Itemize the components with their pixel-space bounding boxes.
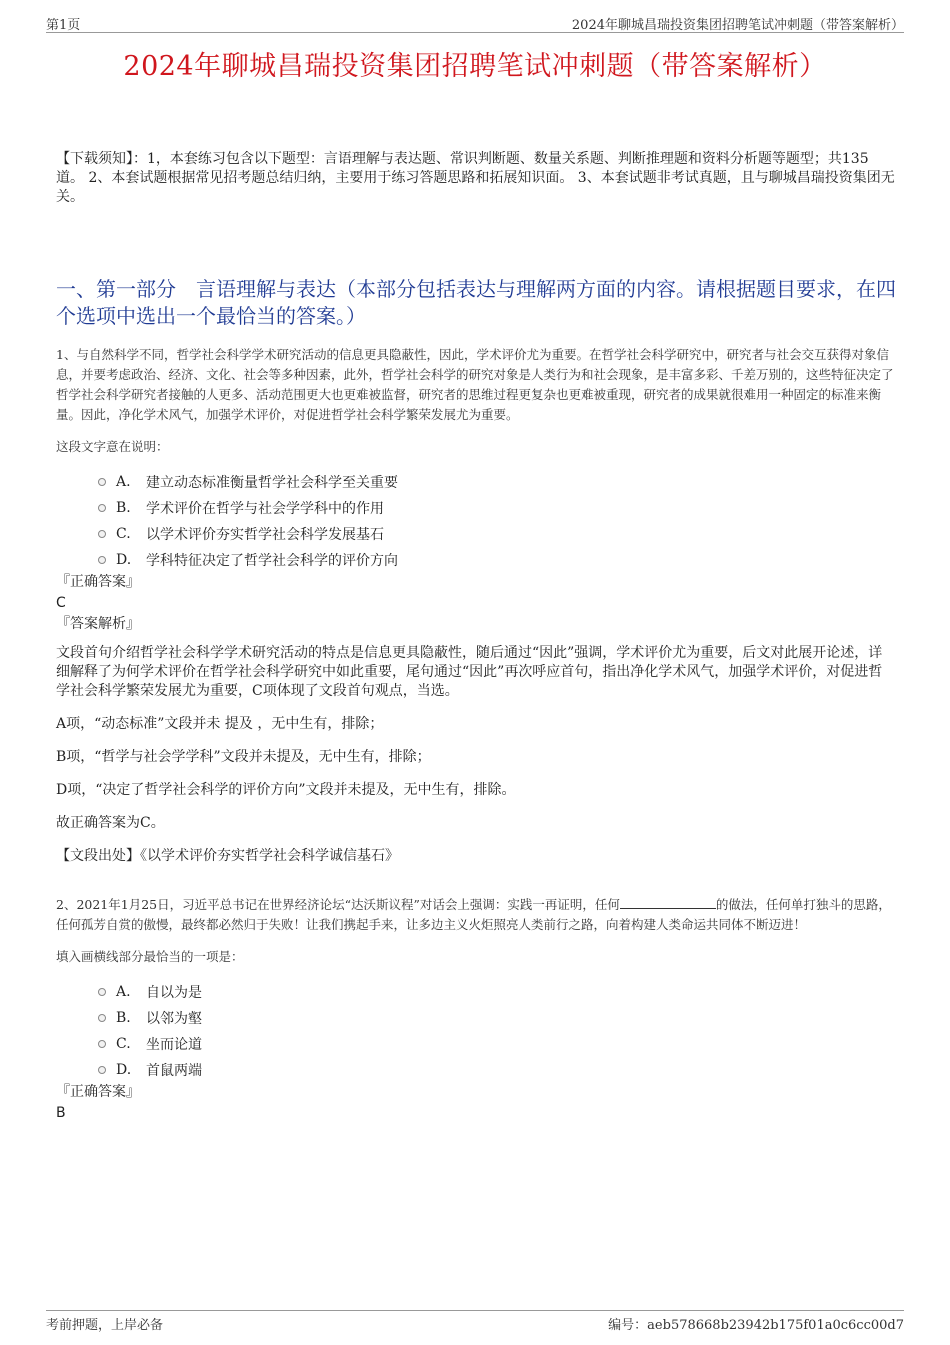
radio-icon[interactable] [98,478,106,486]
radio-icon[interactable] [98,1014,106,1022]
question-2-options [56,979,896,1083]
source-citation: 【文段出处】《以学术评价夯实哲学社会科学诚信基石》 [56,848,399,864]
question-2-stem: 2、2021年1月25日，习近平总书记在世界经济论坛“达沃斯议程”对话会上强调：实践一再证明，任何 的做法，任何单打独斗的思路，任何孤芳自赏的傲慢，最终都必然归于失败！让我们携起手来，让多边主义火炬照亮人类前行之路，向着构建人类命运共同体不断迈进！ [56,897,891,932]
correct-answer: C [56,595,66,611]
analysis-paragraph: 文段首句介绍哲学社会科学学术研究活动的特点是信息更具隐蔽性，随后通过“因此”强调，学术评价尤为重要，后文对此展开论述，详细解释了为何学术评价在哲学社会科学研究中如此重要，尾句通过“因此”再次呼应首句，指出净化学术风气，加强学术评价，对促进哲学社会科学繁荣发展尤为重要，C项体现了文段首句观点，当选。 [56,645,883,699]
option-b[interactable]: B. 学术评价在哲学与社会学学科中的作用 [56,495,896,521]
analysis-body [56,644,896,866]
section-heading: 一、第一部分 言语理解与表达（本部分包括表达与理解两方面的内容。请根据题目要求，在四个选项中选出一个最恰当的答案。） [56,277,896,328]
analysis-paragraph: A项，“动态标准”文段并未 提及 ，无中生有，排除； [56,716,384,732]
fill-blank [620,896,716,909]
option-a[interactable]: A. 自以为是 [56,979,896,1005]
option-d[interactable]: D. 学科特征决定了哲学社会科学的评价方向 [56,547,896,573]
option-c[interactable]: C. 坐而论道 [56,1031,896,1057]
question-2-prompt: 填入画横线部分最恰当的一项是： [56,949,244,964]
page-header [46,14,904,33]
radio-icon[interactable] [98,1040,106,1048]
option-d[interactable]: D. 首鼠两端 [56,1057,896,1083]
radio-icon[interactable] [98,504,106,512]
radio-icon[interactable] [98,556,106,564]
question-1-stem: 1、与自然科学不同，哲学社会科学学术研究活动的信息更具隐蔽性，因此，学术评价尤为重要。在哲学社会科学研究中，研究者与社会交互获得对象信息，并要考虑政治、经济、文化、社会等多种因素，此外，哲学社会科学的研究对象是人类行为和社会现象，是丰富多彩、千差万别的，这些特征决定了哲学社会科学研究者接触的人更多、活动范围更大也更难被监督，研究者的思维过程更复杂也更难被重现，研究者的成果就很难用一种固定的标准来衡量。因此，净化学术风气，加强学术评价，对促进哲学社会科学繁荣发展尤为重要。 [56,347,894,422]
footer-slogan: 考前押题，上岸必备 [46,1318,164,1333]
analysis-paragraph: B项，“哲学与社会学学科”文段并未提及，无中生有，排除； [56,749,431,765]
radio-icon[interactable] [98,1066,106,1074]
footer-serial: 编号：aeb578668b23942b175f01a0c6cc00d7 [608,1318,904,1333]
question-1-options [56,469,896,573]
page-number: 第1页 [46,18,81,33]
radio-icon[interactable] [98,988,106,996]
header-doc-title: 2024年聊城昌瑞投资集团招聘笔试冲刺题（带答案解析） [571,18,904,33]
question-2 [56,895,896,1123]
page-footer [46,1310,904,1333]
document-title: 2024年聊城昌瑞投资集团招聘笔试冲刺题（带答案解析） [123,51,827,82]
option-c[interactable]: C. 以学术评价夯实哲学社会科学发展基石 [56,521,896,547]
download-notice: 【下载须知】：1，本套练习包含以下题型：言语理解与表达题、常识判断题、数量关系题、判断推理题和资料分析题等题型；共135道。 2、本套试题根据常见招考题总结归纳，主要用于练习答题思路和拓展知识面。 3、本套试题非考试真题，且与聊城昌瑞投资集团无关。 [56,151,895,205]
analysis-label: 『答案解析』 [56,616,140,632]
option-a[interactable]: A. 建立动态标准衡量哲学社会科学至关重要 [56,469,896,495]
question-1-prompt: 这段文字意在说明： [56,439,169,454]
correct-answer-label: 『正确答案』 [56,1084,140,1100]
analysis-paragraph: 故正确答案为C。 [56,815,165,831]
question-1 [56,345,896,866]
option-b[interactable]: B. 以邻为壑 [56,1005,896,1031]
analysis-paragraph: D项，“决定了哲学社会科学的评价方向”文段并未提及，无中生有，排除。 [56,782,516,798]
correct-answer-label: 『正确答案』 [56,574,140,590]
correct-answer: B [56,1105,66,1121]
radio-icon[interactable] [98,530,106,538]
